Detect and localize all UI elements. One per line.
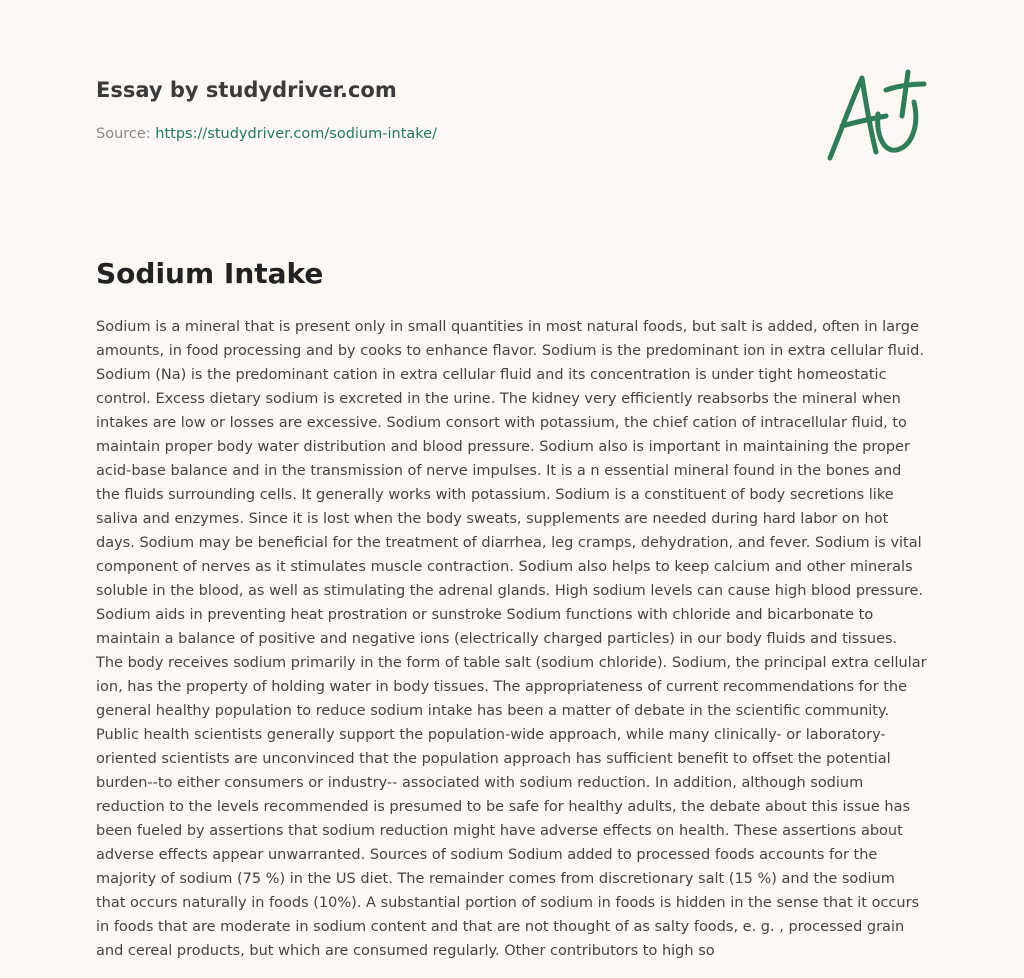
essay-line: The body receives sodium primarily in the form of table salt (sodium chloride). Sodium, the principal extra cellular — [96, 655, 927, 671]
essay-title: Sodium Intake — [96, 257, 324, 290]
essay-line: maintain a balance of positive and negative ions (electrically charged particles) in our body fluids and tissues. — [96, 631, 898, 647]
site-header — [96, 76, 696, 144]
essay-line: Public health scientists generally support the population-wide approach, while many clinically- or laboratory- — [96, 727, 886, 743]
essay-line: Sodium is a mineral that is present only in small quantities in most natural foods, but salt is added, often in large — [96, 319, 919, 335]
essay-line: that occurs naturally in foods (10%). A substantial portion of sodium in foods is hidden in the sense that it occurs — [96, 895, 920, 911]
site-title: Essay by studydriver.com — [96, 78, 397, 102]
a-plus-logo-icon — [822, 66, 930, 166]
essay-line: intakes are low or losses are excessive. Sodium consort with potassium, the chief cation of intracellular fluid, to — [96, 415, 907, 431]
essay-line: component of nerves as it stimulates muscle contraction. Sodium also helps to keep calcium and other minerals — [96, 559, 913, 575]
essay-line: reduction to the levels recommended is presumed to be safe for healthy adults, the debate about this issue has — [96, 799, 911, 815]
essay-line: general healthy population to reduce sodium intake has been a matter of debate in the scientific community. — [96, 703, 890, 719]
source-line — [96, 124, 696, 144]
essay-line: majority of sodium (75 %) in the US diet. The remainder comes from discretionary salt (15 %) and the sodium — [96, 871, 895, 887]
essay-line: the fluids surrounding cells. It generally works with potassium. Sodium is a constituent of body secretions like — [96, 487, 894, 503]
essay-body — [96, 315, 936, 963]
essay-line: days. Sodium may be beneficial for the treatment of diarrhea, leg cramps, dehydration, and fever. Sodium is vital — [96, 535, 922, 551]
source-label: Source: — [96, 126, 151, 142]
essay-line: burden--to either consumers or industry-- associated with sodium reduction. In addition, although sodium — [96, 775, 864, 791]
essay-line: in foods that are moderate in sodium content and that are not thought of as salty foods, e. g. , processed grain — [96, 919, 905, 935]
essay-line: ion, has the property of holding water in body tissues. The appropriateness of current recommendations for the — [96, 679, 908, 695]
essay-line: adverse effects appear unwarranted. Sources of sodium Sodium added to processed foods accounts for the — [96, 847, 878, 863]
essay-line: Sodium (Na) is the predominant cation in extra cellular fluid and its concentration is under tight homeostatic — [96, 367, 887, 383]
essay-line: amounts, in food processing and by cooks to enhance flavor. Sodium is the predominant ion in extra cellular fluid. — [96, 343, 924, 359]
essay-line: maintain proper body water distribution and blood pressure. Sodium also is important in maintaining the proper — [96, 439, 910, 455]
essay-line: been fueled by assertions that sodium reduction might have adverse effects on health. These assertions about — [96, 823, 903, 839]
essay-line: soluble in the blood, as well as stimulating the adrenal glands. High sodium levels can cause high blood pressure. — [96, 583, 924, 599]
essay-line: control. Excess dietary sodium is excreted in the urine. The kidney very efficiently reabsorbs the mineral when — [96, 391, 901, 407]
essay-line: oriented scientists are unconvinced that the population approach has sufficient benefit to offset the potential — [96, 751, 891, 767]
essay-line: acid-base balance and in the transmission of nerve impulses. It is a n essential mineral found in the bones and — [96, 463, 902, 479]
essay-line: and cereal products, but which are consumed regularly. Other contributors to high so — [96, 943, 715, 959]
essay-line: saliva and enzymes. Since it is lost when the body sweats, supplements are needed during hard labor on hot — [96, 511, 889, 527]
source-link[interactable]: https://studydriver.com/sodium-intake/ — [155, 126, 437, 142]
essay-line: Sodium aids in preventing heat prostration or sunstroke Sodium functions with chloride and bicarbonate to — [96, 607, 874, 623]
